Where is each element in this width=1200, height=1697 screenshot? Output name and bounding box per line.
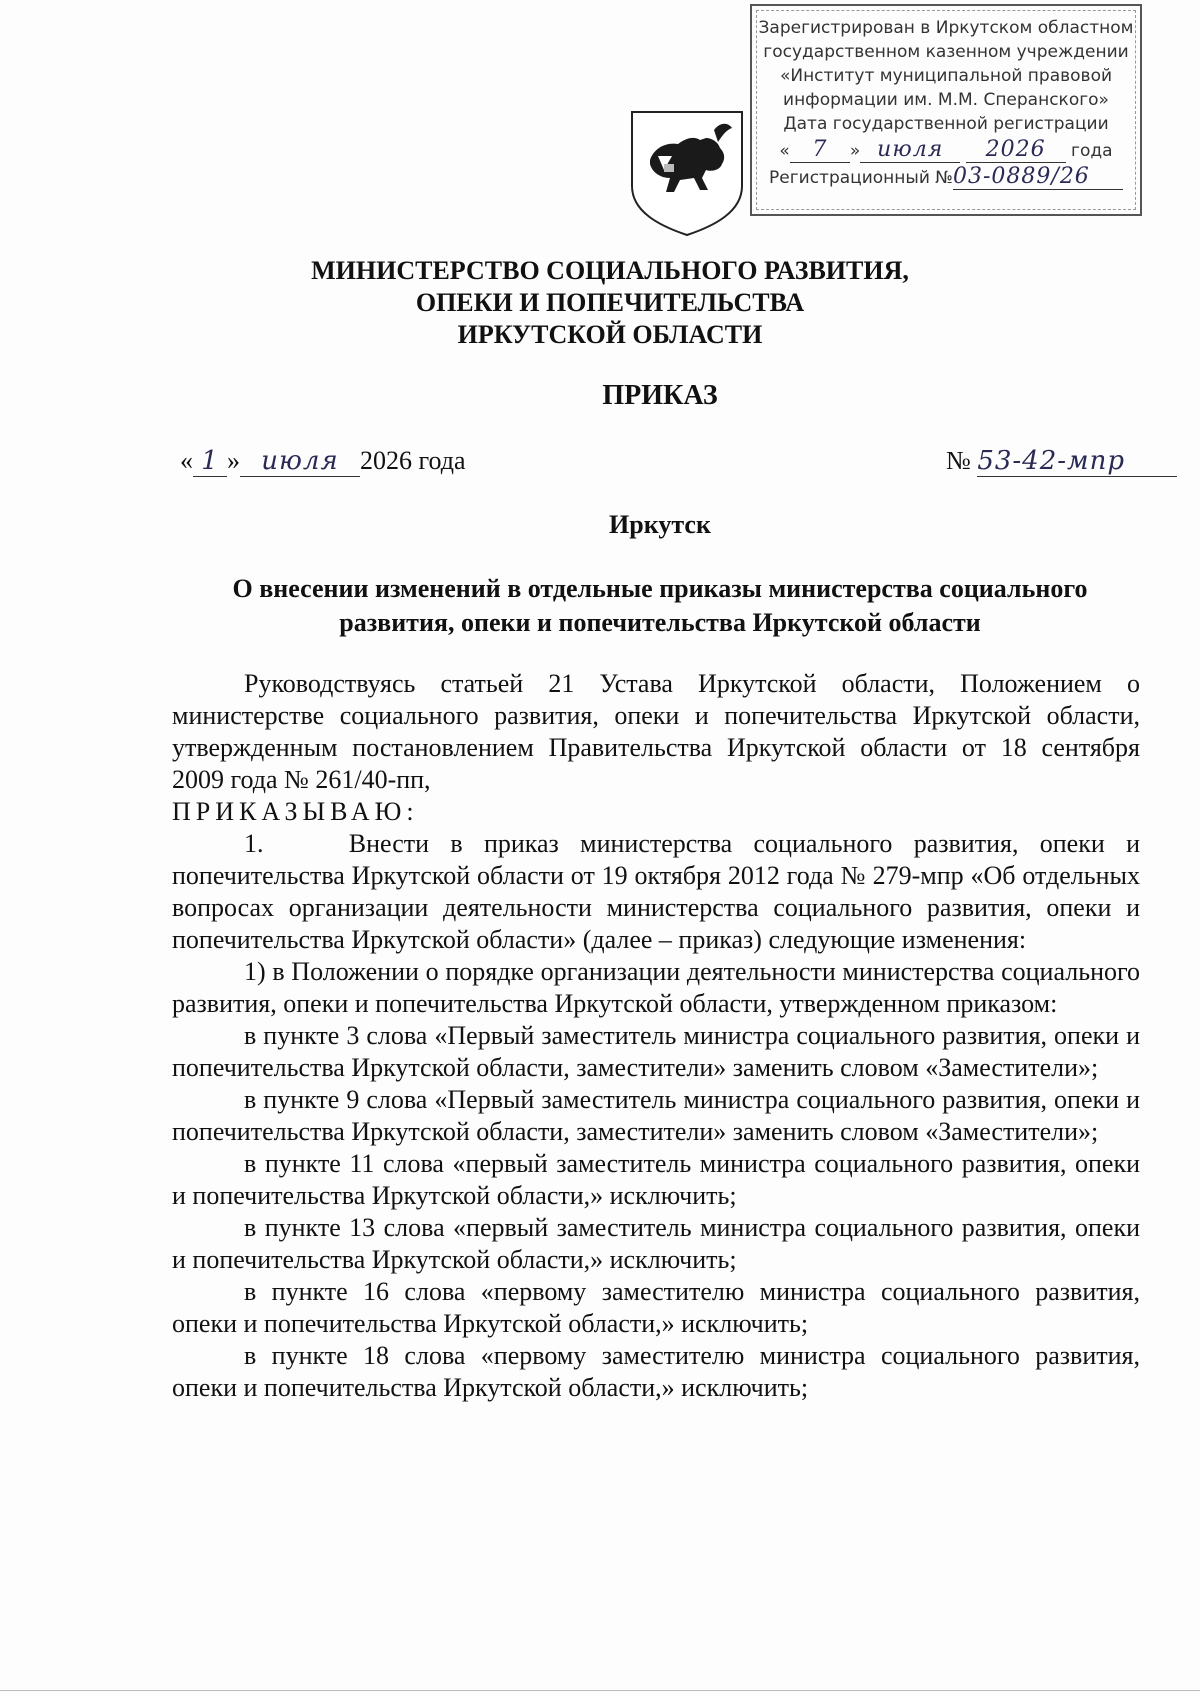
stamp-registration-date — [758, 138, 1134, 163]
stamp-line: Зарегистрирован в Иркутском областном — [758, 18, 1134, 38]
stamp-line: Дата государственной регистрации — [783, 114, 1109, 134]
amendment-paragraph: в пункте 13 слова «первый заместитель министра социального развития, опеки и попечительства Иркутской области,» исключить; — [172, 1213, 1140, 1274]
ministry-name — [250, 255, 970, 351]
registration-stamp — [750, 4, 1142, 216]
stamp-date-close-quote: » — [849, 141, 861, 161]
order-number-value: 53-42-мпр — [977, 446, 1177, 477]
coat-of-arms-icon — [628, 108, 746, 238]
stamp-date-month: июля — [860, 138, 960, 163]
stamp-line: государственном казенном учреждении — [763, 42, 1129, 62]
order-body — [172, 668, 1140, 1404]
ministry-name-line: ИРКУТСКОЙ ОБЛАСТИ — [457, 320, 763, 349]
stamp-date-suffix: года — [1071, 141, 1113, 161]
order-number — [946, 446, 1177, 477]
order-subject: О внесении изменений в отдельные приказы министерства социального развития, опеки и попечительства Иркутской области — [232, 574, 1088, 637]
order-date-year: 2026 года — [360, 446, 466, 475]
amendment-paragraph: в пункте 18 слова «первому заместителю министра социального развития, опеки и попечительства Иркутской области,» исключить; — [172, 1341, 1140, 1402]
amendment-paragraph: в пункте 16 слова «первому заместителю министра социального развития, опеки и попечительства Иркутской области,» исключить; — [172, 1277, 1140, 1338]
stamp-reg-label: Регистрационный № — [769, 168, 953, 188]
stamp-date-day: 7 — [790, 138, 850, 163]
stamp-reg-value: 03-0889/26 — [953, 165, 1123, 190]
order-date-open-quote: « — [180, 446, 193, 475]
order-date-month: июля — [240, 446, 360, 477]
ministry-name-line: МИНИСТЕРСТВО СОЦИАЛЬНОГО РАЗВИТИЯ, — [311, 256, 909, 285]
preamble-paragraph: Руководствуясь статьей 21 Устава Иркутской области, Положением о министерстве социального развития, опеки и попечительства Иркутской области, утвержденным постановлением Правительства Иркутской области от 18 сентября 2009 года № 261/40-пп, — [172, 669, 1140, 794]
amendment-paragraph: в пункте 3 слова «Первый заместитель министра социального развития, опеки и попечительства Иркутской области, заместители» заменить словом «Заместители»; — [172, 1021, 1140, 1082]
order-subitem-1: 1) в Положении о порядке организации деятельности министерства социального развития, опеки и попечительства Иркутской области, утвержденном приказом: — [172, 957, 1140, 1018]
stamp-date-open-quote: « — [779, 141, 790, 161]
amendment-paragraph: в пункте 11 слова «первый заместитель министра социального развития, опеки и попечительства Иркутской области,» исключить; — [172, 1149, 1140, 1210]
ministry-name-line: ОПЕКИ И ПОПЕЧИТЕЛЬСТВА — [415, 288, 805, 317]
order-item-1: 1. Внести в приказ министерства социального развития, опеки и попечительства Иркутской области от 19 октября 2012 года № 279-мпр «Об отдельных вопросах организации деятельности министерства социального развития, опеки и попечительства Иркутской области» (далее – приказ) следующие изменения: — [172, 829, 1140, 954]
order-command: ПРИКАЗЫВАЮ: — [172, 797, 419, 826]
order-date-day: 1 — [193, 446, 227, 477]
order-date-close-quote: » — [227, 446, 240, 475]
stamp-date-year: 2026 — [966, 138, 1066, 163]
amendment-paragraph: в пункте 9 слова «Первый заместитель министра социального развития, опеки и попечительства Иркутской области, заместители» заменить словом «Заместители»; — [172, 1085, 1140, 1146]
stamp-registration-number — [758, 165, 1134, 190]
page-bottom-edge — [0, 1690, 1200, 1691]
stamp-line: «Институт муниципальной правовой — [779, 66, 1113, 86]
stamp-line: информации им. М.М. Сперанского» — [783, 90, 1109, 110]
city-name: Иркутск — [609, 510, 711, 539]
order-date — [180, 446, 466, 477]
order-number-label: № — [946, 446, 971, 475]
order-title: ПРИКАЗ — [602, 380, 718, 411]
